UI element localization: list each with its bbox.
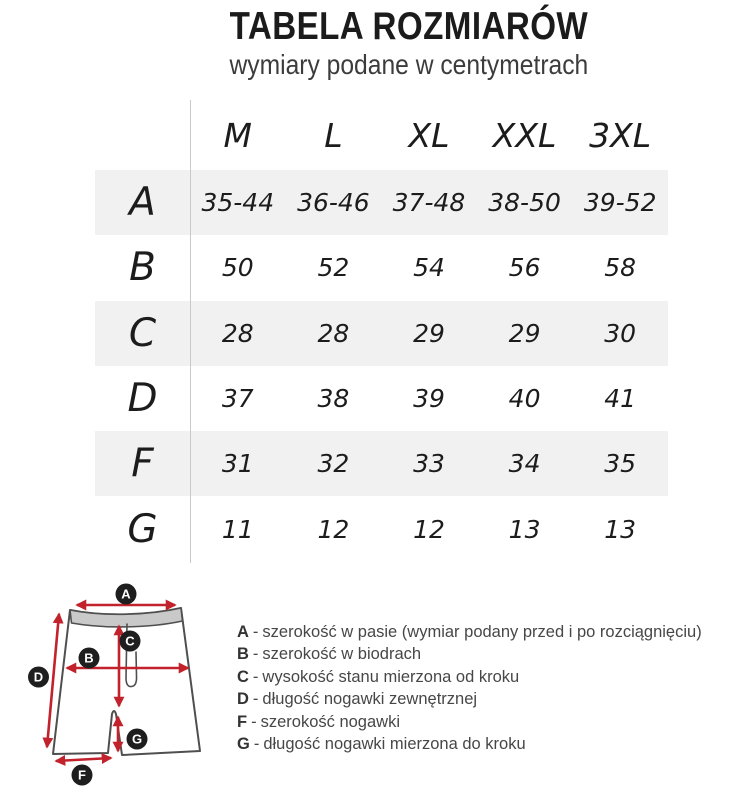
marker-b-badge (79, 648, 100, 669)
size-cell: 33 (413, 449, 445, 479)
col-header-l: L (324, 115, 343, 155)
svg-text:F: F (78, 767, 86, 783)
measurement-legend (237, 621, 753, 755)
size-table (95, 100, 668, 562)
size-cell: 28 (221, 318, 254, 348)
row-label-a: A (129, 180, 156, 226)
legend-text: wysokość stanu mierzona od kroku (262, 667, 520, 686)
size-cell: 36-46 (297, 188, 370, 218)
size-cell: 56 (508, 253, 541, 283)
size-cell: 54 (413, 253, 445, 283)
row-label-f: F (131, 441, 154, 487)
legend-key: G (237, 735, 250, 754)
size-cell: 35 (604, 449, 637, 479)
arrow-f (56, 758, 111, 761)
svg-text:A: A (121, 586, 131, 602)
svg-text:B: B (84, 650, 94, 666)
legend-text: szerokość nogawki (260, 712, 400, 731)
table-row-b (95, 235, 668, 300)
legend-item-d (237, 688, 753, 710)
size-cell: 32 (317, 449, 350, 479)
size-cell: 39 (413, 384, 445, 414)
size-cell: 37-48 (392, 188, 466, 218)
row-label-d: D (127, 376, 158, 422)
col-header-m: M (223, 115, 253, 155)
legend-text: szerokość w pasie (wymiar podany przed i po rozciągnięciu) (262, 623, 702, 641)
legend-separator: - (252, 667, 259, 686)
size-cell: 50 (221, 253, 254, 283)
col-header-xl: XL (408, 115, 450, 155)
page-title (37, 7, 754, 48)
corner-cell (95, 100, 190, 170)
table-row-g (95, 496, 668, 561)
marker-c-badge (120, 631, 141, 652)
page-subtitle (37, 50, 754, 79)
legend-key: B (237, 645, 249, 664)
legend-text: szerokość w biodrach (262, 645, 422, 664)
marker-a-badge (116, 584, 137, 605)
table-row-f (95, 431, 668, 496)
legend-key: A (237, 623, 249, 641)
size-cell: 11 (221, 514, 254, 544)
legend-separator: - (252, 623, 259, 641)
size-cell: 38 (317, 384, 350, 414)
size-cell: 31 (221, 449, 254, 479)
legend-separator: - (251, 712, 257, 731)
size-cell: 52 (317, 253, 350, 283)
legend-key: C (237, 667, 249, 686)
svg-text:D: D (33, 669, 44, 685)
svg-text:C: C (125, 633, 135, 649)
page-title-text: TABELA ROZMIARÓW (229, 5, 589, 48)
legend-item-c (237, 666, 753, 688)
size-cell: 29 (508, 318, 541, 348)
legend-separator: - (252, 645, 259, 664)
size-cell: 35-44 (201, 188, 275, 218)
size-cell: 30 (604, 318, 637, 348)
size-cell: 12 (317, 514, 350, 544)
legend-separator: - (253, 735, 260, 754)
marker-f-badge (72, 765, 93, 786)
size-cell: 58 (604, 253, 637, 283)
legend-text: długość nogawki mierzona do kroku (263, 735, 526, 754)
size-cell: 40 (508, 384, 541, 414)
table-row-d (95, 366, 668, 431)
marker-d-badge (28, 667, 49, 688)
legend-key: D (237, 690, 249, 709)
page-subtitle-text: wymiary podane w centymetrach (229, 48, 589, 80)
legend-item-a (237, 621, 753, 643)
col-header-xxl: XXL (492, 115, 557, 155)
legend-item-b (237, 643, 753, 665)
legend-item-g (237, 733, 753, 755)
table-row-a (95, 170, 668, 235)
row-label-c: C (128, 310, 157, 356)
size-cell: 41 (604, 384, 637, 414)
row-label-b: B (129, 245, 156, 291)
page-header (37, 0, 754, 79)
table-column-divider (190, 100, 191, 563)
marker-g-badge (127, 729, 148, 750)
size-cell: 28 (317, 318, 350, 348)
size-cell: 37 (221, 384, 254, 414)
size-cell: 34 (508, 449, 541, 479)
legend-key: F (237, 712, 248, 731)
legend-item-f (237, 711, 753, 733)
row-label-g: G (127, 506, 158, 552)
size-cell: 13 (604, 514, 637, 544)
size-cell: 39-52 (583, 188, 657, 218)
size-cell: 13 (508, 514, 541, 544)
col-header-3xl: 3XL (589, 115, 652, 155)
legend-text: długość nogawki zewnętrznej (262, 690, 478, 709)
shorts-measurement-diagram (28, 575, 233, 796)
size-table-header-row (95, 100, 668, 170)
size-cell: 12 (413, 514, 445, 544)
size-cell: 29 (413, 318, 445, 348)
legend-separator: - (252, 690, 259, 709)
size-cell: 38-50 (488, 188, 561, 218)
svg-text:G: G (131, 731, 143, 747)
table-row-c (95, 301, 668, 366)
